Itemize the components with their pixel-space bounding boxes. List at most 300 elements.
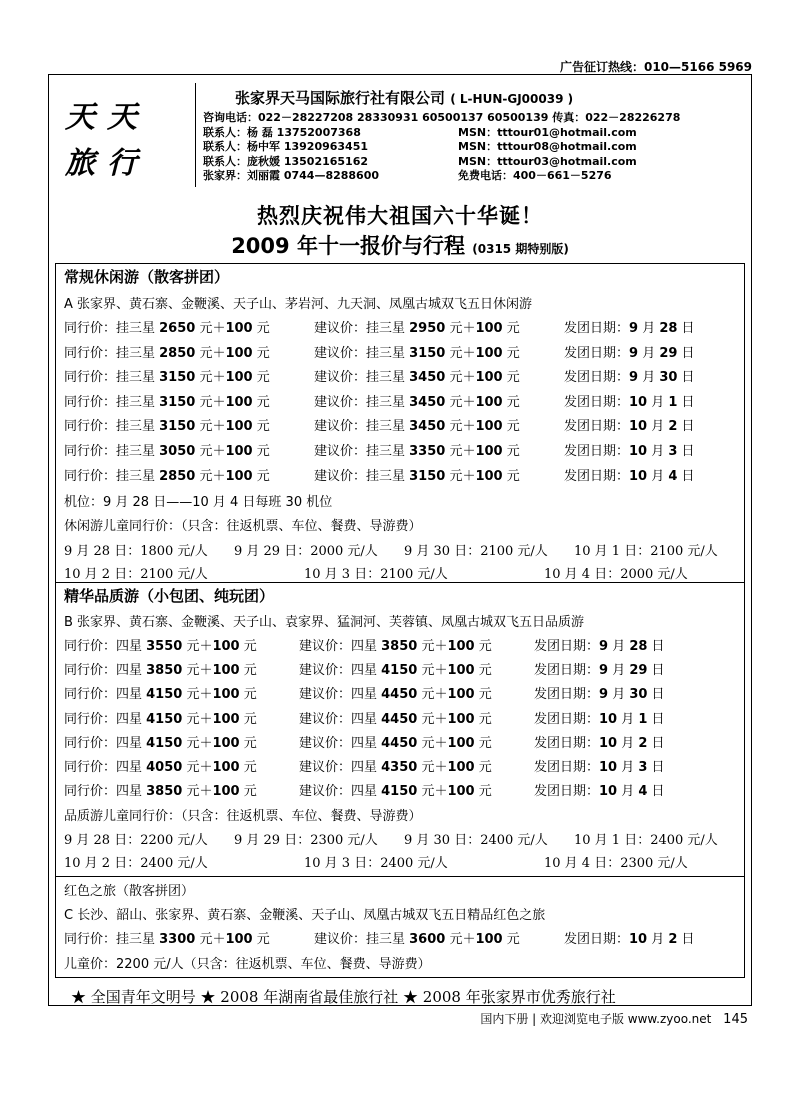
section-c-route: C 长沙、韶山、张家界、黄石寨、金鞭溪、天子山、凤凰古城双飞五日精品红色之旅 [64,908,546,923]
departure-date [564,928,695,947]
departure-date [564,415,695,434]
peer-price-a1: 100 [225,444,253,459]
suggested-price-p2: 建议价：四星 [299,711,382,727]
suggested-price [314,366,520,385]
peer-price-e1: 元 [239,687,257,703]
departure-date-p3: 发团日期： [564,321,630,336]
departure-date-d: 1 [638,711,648,727]
brand-logo [65,95,195,187]
departure-date [534,732,665,751]
peer-price-v1: 3150 [159,370,196,386]
departure-date-mu: 月 [617,711,639,727]
section-b-header: 精华品质游（小包团、纯玩团） [64,587,275,605]
departure-date-du: 日 [647,760,665,775]
header [49,75,751,193]
departure-date-du: 日 [647,687,665,703]
section-b-child-title: 品质游儿童同行价：（只含：往返机票、车位、餐费、导游费） [64,809,422,824]
departure-date [534,635,665,654]
company-name [235,87,573,108]
departure-date-mu: 月 [647,468,669,484]
child-price: 10 月 3 日：2400 元/人 [304,856,448,871]
suggested-price-e2: 元 [474,784,492,800]
peer-price-s1: 元＋ [195,444,226,459]
departure-date-du: 日 [677,345,695,361]
peer-price-s1: 元＋ [182,639,213,654]
departure-date-d: 29 [629,663,648,679]
contact-row [203,111,680,126]
departure-date-p3: 发团日期： [564,932,630,947]
peer-price-p1: 同行价：挂三星 [64,345,160,361]
suggested-price-e2: 元 [502,345,520,361]
peer-price-v1: 3150 [159,394,196,410]
suggested-price-p2: 建议价：四星 [299,639,382,654]
suggested-price-a2: 100 [475,321,503,336]
suggested-price [314,342,520,361]
peer-price-p1: 同行价：四星 [64,760,147,775]
departure-date-du: 日 [677,468,695,484]
brand-line2: 旅行 [65,146,149,181]
suggested-price-s2: 元＋ [417,784,448,800]
suggested-price [299,780,492,799]
suggested-price-v2: 3850 [381,639,418,654]
edition-note: (0315 期特别版) [472,242,569,256]
departure-date-du: 日 [677,419,695,435]
contact-row [203,126,680,141]
peer-price-s1: 元＋ [195,345,226,361]
departure-date-d: 3 [668,444,678,459]
suggested-price-p2: 建议价：挂三星 [314,394,410,410]
peer-price-s1: 元＋ [195,468,226,484]
page-footer [480,1010,748,1027]
departure-date-m: 10 [629,444,648,459]
departure-date-mu: 月 [638,321,660,336]
suggested-price-a2: 100 [447,639,475,654]
peer-price-a1: 100 [212,687,240,703]
suggested-price-s2: 元＋ [445,370,476,386]
peer-price-e1: 元 [252,932,270,947]
peer-price-a1: 100 [212,639,240,654]
suggested-price-v2: 3600 [409,932,446,947]
section-c-header: 红色之旅（散客拼团） [64,884,195,899]
peer-price-e1: 元 [252,394,270,410]
contact-row [203,140,680,155]
suggested-price-v2: 2950 [409,321,446,336]
child-price: 10 月 4 日：2000 元/人 [544,567,688,582]
peer-price-v1: 3050 [159,444,196,459]
departure-date-p3: 发团日期： [534,639,600,654]
contact-right: MSN：tttour08@hotmail.com [458,140,637,153]
departure-date-m: 9 [629,370,639,386]
departure-date-d: 2 [668,932,678,947]
suggested-price-a2: 100 [475,419,503,435]
suggested-price [299,732,492,751]
suggested-price-v2: 4450 [381,711,418,727]
departure-date-d: 2 [638,735,648,751]
departure-date [564,465,695,484]
departure-date-m: 10 [629,468,648,484]
departure-date-m: 9 [629,321,639,336]
suggested-price-s2: 元＋ [445,321,476,336]
divider [195,83,196,187]
peer-price [64,391,270,410]
suggested-price-e2: 元 [502,468,520,484]
departure-date-d: 30 [629,687,648,703]
peer-price-p1: 同行价：四星 [64,711,147,727]
peer-price-v1: 4150 [146,711,183,727]
peer-price-v1: 3150 [159,419,196,435]
awards-line: ★ 全国青年文明号 ★ 2008 年湖南省最佳旅行社 ★ 2008 年张家界市优秀旅行社 [71,988,616,1006]
suggested-price-e2: 元 [474,760,492,775]
suggested-price-v2: 3450 [409,419,446,435]
child-price: 9 月 28 日：2200 元/人 [64,833,208,848]
peer-price-e1: 元 [239,760,257,775]
departure-date-mu: 月 [638,345,660,361]
peer-price-s1: 元＋ [182,663,213,679]
footer-text: 国内下册 | 欢迎浏览电子版 www.zyoo.net [480,1012,712,1026]
suggested-price-s2: 元＋ [417,639,448,654]
suggested-price-v2: 3150 [409,468,446,484]
departure-date-m: 10 [599,735,618,751]
suggested-price-e2: 元 [502,419,520,435]
peer-price-a1: 100 [225,468,253,484]
peer-price-a1: 100 [212,663,240,679]
departure-date-p3: 发团日期： [534,784,600,800]
peer-price-s1: 元＋ [182,760,213,775]
company-title: 张家界天马国际旅行社有限公司 [235,89,446,107]
peer-price-p1: 同行价：四星 [64,663,147,679]
departure-date-p3: 发团日期： [534,663,600,679]
suggested-price-v2: 3450 [409,370,446,386]
contact-row [203,155,680,170]
departure-date-du: 日 [647,663,665,679]
contact-left: 联系人：杨中军 13920963451 [203,140,369,153]
section-b-route: B 张家界、黄石寨、金鞭溪、天子山、袁家界、猛洞河、芙蓉镇、凤凰古城双飞五日品质游 [64,615,585,630]
departure-date-p3: 发团日期： [564,370,630,386]
departure-date-p3: 发团日期： [534,711,600,727]
departure-date-d: 4 [638,784,648,800]
departure-date [534,708,665,727]
suggested-price-v2: 4150 [381,663,418,679]
contact-left: 联系人：杨 磊 13752007368 [203,125,361,139]
peer-price-s1: 元＋ [195,370,226,386]
departure-date-du: 日 [647,639,665,654]
departure-date-m: 10 [599,711,618,727]
departure-date-p3: 发团日期： [564,345,630,361]
child-price: 9 月 30 日：2400 元/人 [404,833,548,848]
departure-date-m: 9 [629,345,639,361]
departure-date-m: 10 [629,394,648,410]
peer-price-e1: 元 [239,711,257,727]
section-a-route: A 张家界、黄石寨、金鞭溪、天子山、茅岩河、九天洞、凤凰古城双飞五日休闲游 [64,297,533,312]
contact-row [203,169,680,184]
peer-price-e1: 元 [239,639,257,654]
departure-date-d: 28 [659,321,678,336]
suggested-price [299,659,492,678]
peer-price-p1: 同行价：四星 [64,784,147,800]
contact-right: MSN：tttour03@hotmail.com [458,154,637,168]
departure-date-du: 日 [647,735,665,751]
peer-price-a1: 100 [225,419,253,435]
peer-price [64,732,257,751]
suggested-price-v2: 4350 [381,760,418,775]
departure-date-mu: 月 [617,784,639,800]
section-b [56,582,744,876]
suggested-price-v2: 3350 [409,444,446,459]
departure-date [564,342,695,361]
suggested-price [314,440,520,459]
departure-date [564,440,695,459]
peer-price [64,366,270,385]
suggested-price-a2: 100 [475,370,503,386]
peer-price-v1: 3300 [159,932,196,947]
peer-price-e1: 元 [252,345,270,361]
suggested-price [314,317,520,336]
departure-date-d: 3 [638,760,648,775]
departure-date-du: 日 [647,711,665,727]
departure-date-du: 日 [677,370,695,386]
departure-date-mu: 月 [647,444,669,459]
peer-price-e1: 元 [239,784,257,800]
peer-price-s1: 元＋ [195,394,226,410]
departure-date-mu: 月 [617,760,639,775]
peer-price [64,683,257,702]
departure-date-mu: 月 [647,394,669,410]
suggested-price-v2: 3150 [409,345,446,361]
suggested-price [299,756,492,775]
peer-price-s1: 元＋ [195,419,226,435]
peer-price-e1: 元 [252,444,270,459]
departure-date-d: 2 [668,419,678,435]
child-price: 10 月 1 日：2400 元/人 [574,833,718,848]
suggested-price-v2: 4150 [381,784,418,800]
departure-date-p3: 发团日期： [564,468,630,484]
departure-date-m: 9 [599,663,609,679]
suggested-price [299,708,492,727]
departure-date-d: 4 [668,468,678,484]
section-a-header: 常规休闲游（散客拼团） [64,268,230,286]
child-price: 9 月 28 日：1800 元/人 [64,544,208,559]
departure-date-mu: 月 [647,932,669,947]
peer-price-e1: 元 [252,468,270,484]
peer-price-v1: 4050 [146,760,183,775]
departure-date-du: 日 [677,321,695,336]
peer-price-a1: 100 [225,394,253,410]
departure-date-m: 10 [629,419,648,435]
peer-price [64,317,270,336]
departure-date-mu: 月 [638,370,660,386]
suggested-price-p2: 建议价：挂三星 [314,419,410,435]
child-price: 10 月 4 日：2300 元/人 [544,856,688,871]
peer-price-p1: 同行价：挂三星 [64,370,160,386]
suggested-price-e2: 元 [502,444,520,459]
peer-price-a1: 100 [225,370,253,386]
headline: 热烈庆祝伟大祖国六十华诞！ [257,204,543,228]
suggested-price-e2: 元 [502,932,520,947]
peer-price-p1: 同行价：四星 [64,639,147,654]
peer-price-a1: 100 [212,711,240,727]
departure-date-du: 日 [677,444,695,459]
departure-date-d: 1 [668,394,678,410]
departure-date-mu: 月 [608,663,630,679]
peer-price [64,465,270,484]
suggested-price-a2: 100 [475,394,503,410]
suggested-price-p2: 建议价：挂三星 [314,370,410,386]
suggested-price-a2: 100 [447,784,475,800]
departure-date-p3: 发团日期： [564,444,630,459]
peer-price-s1: 元＋ [182,687,213,703]
suggested-price-v2: 4450 [381,735,418,751]
peer-price-p1: 同行价：挂三星 [64,444,160,459]
suggested-price-s2: 元＋ [417,663,448,679]
peer-price-p1: 同行价：挂三星 [64,419,160,435]
brand-line1: 天天 [65,100,149,135]
child-price: 9 月 29 日：2300 元/人 [234,833,378,848]
suggested-price-s2: 元＋ [417,735,448,751]
peer-price-p1: 同行价：四星 [64,687,147,703]
departure-date-p3: 发团日期： [564,419,630,435]
child-price: 9 月 29 日：2000 元/人 [234,544,378,559]
departure-date [564,366,695,385]
contact-left: 联系人：庞秋媛 13502165162 [203,154,369,168]
suggested-price-v2: 3450 [409,394,446,410]
suggested-price-a2: 100 [475,444,503,459]
ad-frame [48,74,752,1006]
peer-price-a1: 100 [225,932,253,947]
peer-price-v1: 2850 [159,345,196,361]
suggested-price-e2: 元 [502,321,520,336]
suggested-price-p2: 建议价：挂三星 [314,321,410,336]
departure-date-du: 日 [677,932,695,947]
suggested-price [299,635,492,654]
peer-price-a1: 100 [212,784,240,800]
section-c [56,876,744,977]
child-price: 10 月 3 日：2100 元/人 [304,567,448,582]
peer-price [64,415,270,434]
departure-date-p3: 发团日期： [534,687,600,703]
suggested-price-p2: 建议价：挂三星 [314,444,410,459]
suggested-price-e2: 元 [474,711,492,727]
peer-price-p1: 同行价：四星 [64,735,147,751]
departure-date [534,780,665,799]
suggested-price-a2: 100 [447,711,475,727]
suggested-price-s2: 元＋ [445,394,476,410]
suggested-price-e2: 元 [502,370,520,386]
peer-price-p1: 同行价：挂三星 [64,932,160,947]
license-number: ( L-HUN-GJ00039 ) [450,92,574,106]
suggested-price-s2: 元＋ [417,687,448,703]
suggested-price [314,928,520,947]
suggested-price-s2: 元＋ [445,345,476,361]
suggested-price [314,465,520,484]
peer-price-s1: 元＋ [182,711,213,727]
contact-right: 免费电话：400－661－5276 [458,169,612,182]
peer-price-a1: 100 [212,735,240,751]
departure-date-m: 9 [599,639,609,654]
suggested-price-p2: 建议价：四星 [299,735,382,751]
child-price: 10 月 2 日：2100 元/人 [64,567,208,582]
peer-price-v1: 3850 [146,663,183,679]
departure-date-mu: 月 [608,639,630,654]
peer-price-p1: 同行价：挂三星 [64,321,160,336]
peer-price-v1: 2650 [159,321,196,336]
ad-hotline: 广告征订热线：010—5166 5969 [559,60,752,74]
departure-date-du: 日 [677,394,695,410]
departure-date [564,391,695,410]
departure-date-m: 9 [599,687,609,703]
peer-price-v1: 4150 [146,687,183,703]
peer-price-s1: 元＋ [182,784,213,800]
suggested-price-a2: 100 [447,663,475,679]
section-c-child-price: 儿童价：2200 元/人（只含：往返机票、车位、餐费、导游费） [64,957,431,972]
peer-price-s1: 元＋ [195,932,226,947]
section-a-child-title: 休闲游儿童同行价：（只含：往返机票、车位、餐费、导游费） [64,519,422,534]
suggested-price-p2: 建议价：挂三星 [314,345,410,361]
suggested-price-e2: 元 [474,735,492,751]
peer-price-v1: 3550 [146,639,183,654]
subheadline [49,230,751,260]
subheadline-text: 2009 年十一报价与行程 [231,234,465,258]
contact-list [203,111,680,184]
departure-date-m: 10 [599,784,618,800]
suggested-price-a2: 100 [475,468,503,484]
peer-price-p1: 同行价：挂三星 [64,468,160,484]
peer-price-v1: 2850 [159,468,196,484]
contact-right: MSN：tttour01@hotmail.com [458,125,637,139]
page-number: 145 [723,1012,748,1027]
departure-date-d: 29 [659,345,678,361]
suggested-price-a2: 100 [447,735,475,751]
suggested-price [314,391,520,410]
departure-date-mu: 月 [617,735,639,751]
peer-price-e1: 元 [252,419,270,435]
suggested-price-e2: 元 [474,639,492,654]
peer-price-a1: 100 [225,321,253,336]
suggested-price-v2: 4450 [381,687,418,703]
suggested-price-s2: 元＋ [445,419,476,435]
peer-price [64,342,270,361]
peer-price-s1: 元＋ [182,735,213,751]
suggested-price-e2: 元 [474,663,492,679]
suggested-price-p2: 建议价：挂三星 [314,932,410,947]
suggested-price-p2: 建议价：四星 [299,663,382,679]
departure-date [564,317,695,336]
suggested-price-p2: 建议价：挂三星 [314,468,410,484]
suggested-price-p2: 建议价：四星 [299,687,382,703]
contact-left: 咨询电话：022－28227208 28330931 60500137 60500139 传真：022－28226278 [203,111,681,124]
suggested-price-a2: 100 [475,932,503,947]
departure-date [534,659,665,678]
peer-price-v1: 3850 [146,784,183,800]
price-box [55,263,745,978]
departure-date-du: 日 [647,784,665,800]
peer-price-a1: 100 [212,760,240,775]
peer-price-e1: 元 [239,663,257,679]
suggested-price [299,683,492,702]
peer-price [64,780,257,799]
peer-price-e1: 元 [239,735,257,751]
departure-date [534,683,665,702]
suggested-price-a2: 100 [447,687,475,703]
departure-date-mu: 月 [608,687,630,703]
departure-date-d: 30 [659,370,678,386]
peer-price-a1: 100 [225,345,253,361]
suggested-price-s2: 元＋ [417,711,448,727]
peer-price [64,635,257,654]
peer-price [64,928,270,947]
suggested-price [314,415,520,434]
departure-date-m: 10 [629,932,648,947]
suggested-price-p2: 建议价：四星 [299,760,382,775]
